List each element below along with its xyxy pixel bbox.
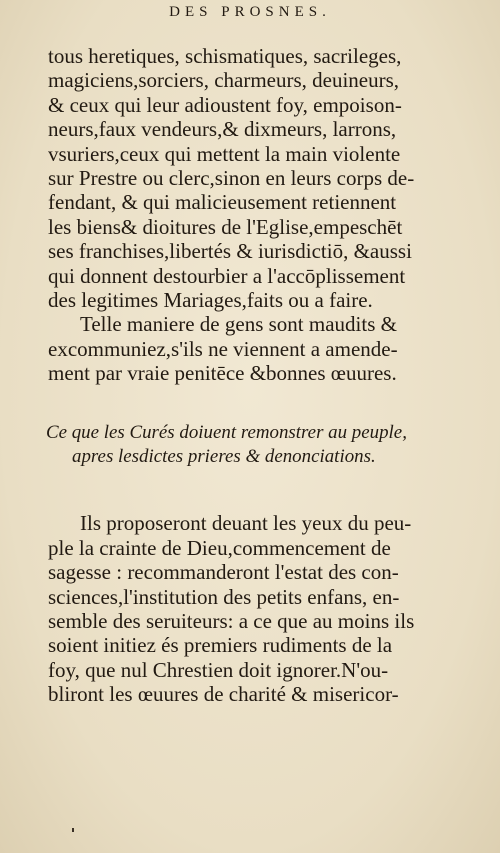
heading-line: Ce que les Curés doiuent remonstrer au peuple, xyxy=(46,422,407,444)
heading-line: apres lesdictes prieres & denonciations. xyxy=(72,446,376,468)
text-line: magiciens,sorciers, charmeurs, deuineurs, xyxy=(48,68,400,93)
text-line: sur Prestre ou clerc,sinon en leurs corps de- xyxy=(48,165,415,190)
text-line: qui donnent destourbier a l'accōplissement xyxy=(48,263,406,288)
text-line: ment par vraie penitēce &bonnes œuures. xyxy=(48,361,397,386)
page-body xyxy=(48,44,488,707)
text-line: soient initiez és premiers rudiments de la xyxy=(48,633,393,658)
section-heading xyxy=(46,421,488,469)
paragraph-curse xyxy=(48,312,488,385)
paragraph-instructions xyxy=(48,511,488,706)
text-line: semble des seruiteurs: a ce que au moins ils xyxy=(48,609,415,634)
text-line: & ceux qui leur adioustent foy, empoison- xyxy=(48,92,402,117)
text-line: foy, que nul Chrestien doit ignorer.N'ou- xyxy=(48,657,389,682)
running-head: DES PROSNES. xyxy=(169,4,331,20)
text-line: fendant, & qui malicieusement retiennent xyxy=(48,190,397,215)
text-line: ple la crainte de Dieu,commencement de xyxy=(48,535,391,560)
text-line: sagesse : recommanderont l'estat des con- xyxy=(48,560,399,585)
ink-speck xyxy=(72,828,74,832)
text-line: ses franchises,libertés & iurisdictiō, &aussi xyxy=(48,239,412,264)
text-line: bliront les œuures de charité & misericor- xyxy=(48,682,399,707)
text-line: excommuniez,s'ils ne viennent a amende- xyxy=(48,336,398,361)
text-line: neurs,faux vendeurs,& dixmeurs, larrons, xyxy=(48,117,397,142)
text-line: Ils proposeront deuant les yeux du peu- xyxy=(80,511,412,536)
text-line: les biens& dioitures de l'Eglise,empeschēt xyxy=(48,214,403,239)
paragraph-excommunicated-list xyxy=(48,44,488,312)
text-line: vsuriers,ceux qui mettent la main violente xyxy=(48,141,401,166)
text-line: des legitimes Mariages,faits ou a faire. xyxy=(48,287,373,312)
text-line: Telle maniere de gens sont maudits & xyxy=(80,312,397,337)
text-line: sciences,l'institution des petits enfans, en- xyxy=(48,584,400,609)
text-line: tous heretiques, schismatiques, sacrileges, xyxy=(48,44,402,68)
